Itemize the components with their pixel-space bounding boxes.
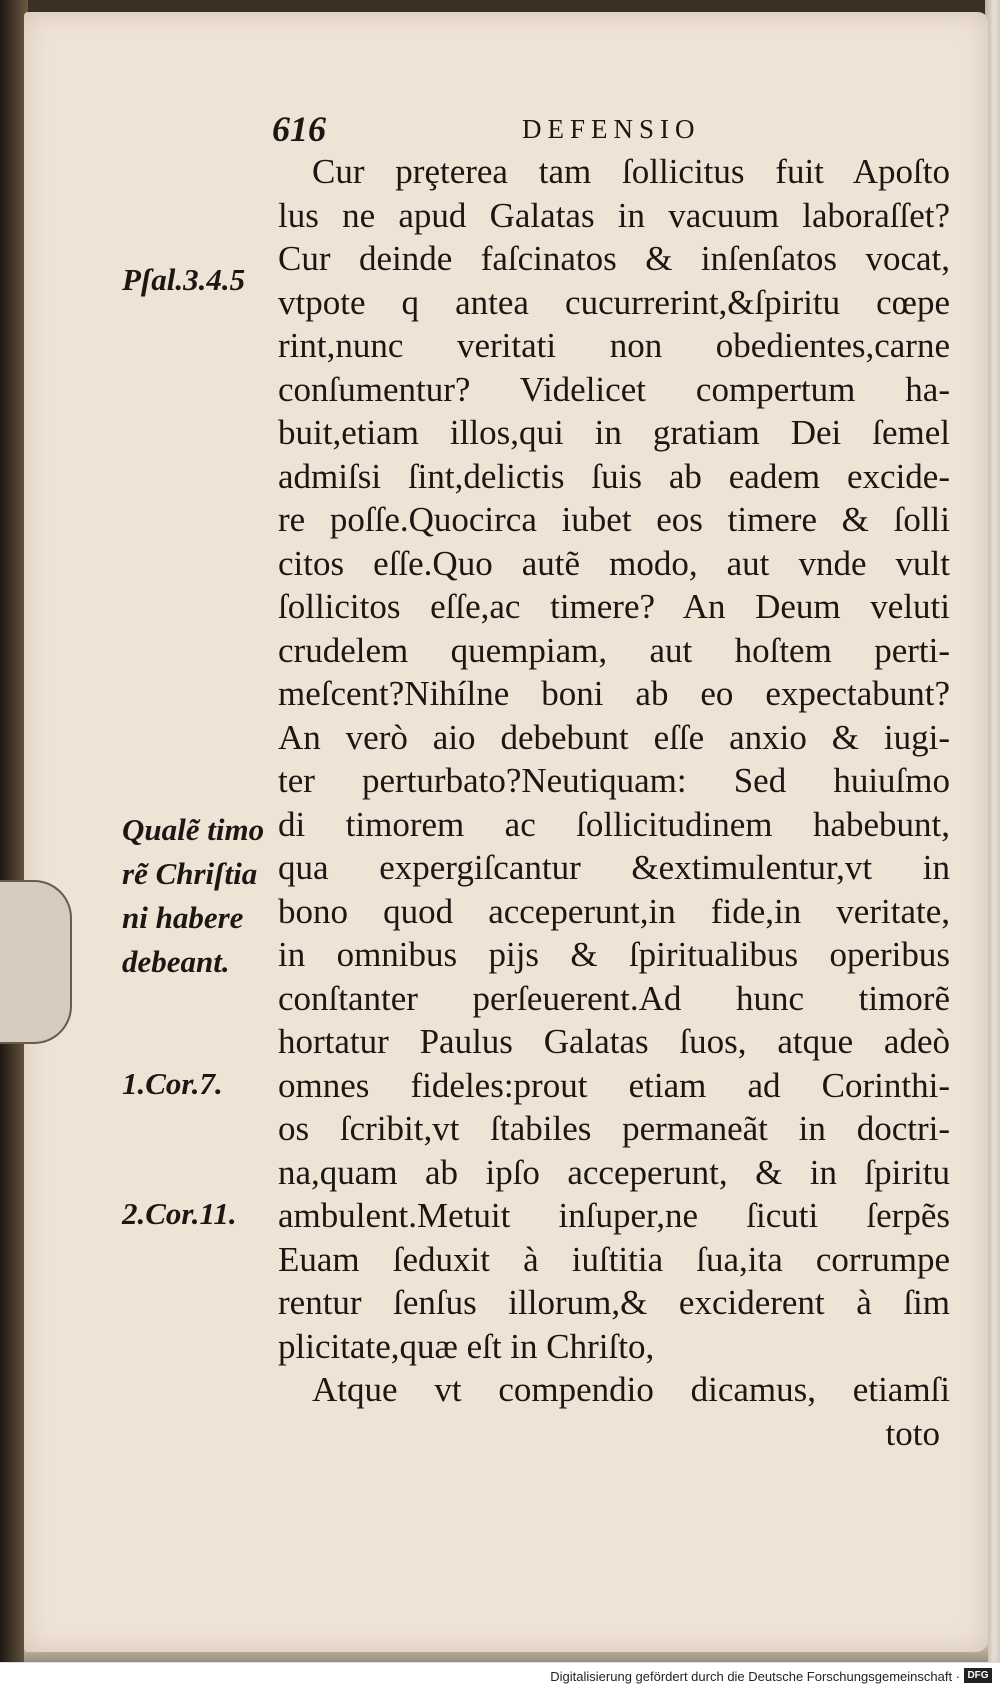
text-line: lus ne apud Galatas in vacuum laboraſſet? <box>278 195 950 235</box>
text-line: ter perturbato?Neutiquam: Sed huiuſmo <box>278 761 950 800</box>
text-line: hortatur Paulus Galatas ſuos, atque adeò <box>278 1022 950 1061</box>
text-line: crudelem quempiam, aut hoſtem perti- <box>278 630 950 670</box>
margin-note-quale-2: rẽ Chriſtia <box>122 856 258 891</box>
text-line: Euam ſeduxit à iuſtitia ſua,ita corrumpe <box>278 1239 950 1279</box>
text-line: conſtanter perſeuerent.Ad hunc timorẽ <box>278 978 950 1018</box>
text-line: ambulent.Metuit inſuper,ne ſicuti ſerpẽs <box>278 1196 950 1235</box>
page-clip-tab <box>0 880 72 1044</box>
footer-bar <box>0 1662 1000 1689</box>
text-line: rentur ſenſus illorum,& exciderent à ſim <box>278 1283 950 1322</box>
dfg-credit: Digitalisierung gefördert durch die Deutsche Forschungsgemeinschaft · <box>550 1669 960 1684</box>
text-line: An verò aio debebunt eſſe anxio & iugi- <box>278 717 950 757</box>
page-number: 616 <box>272 109 326 149</box>
text-line: Atque vt compendio dicamus, etiamſi <box>312 1370 950 1409</box>
text-line: Cur prȩterea tam ſollicitus fuit Apoſto <box>312 152 950 191</box>
text-line: os ſcribit,vt ſtabiles permaneãt in doctri- <box>278 1109 950 1148</box>
margin-note-1-cor: 1.Cor.7. <box>122 1066 223 1101</box>
text-line: conſumentur? Videlicet compertum ha- <box>278 369 950 409</box>
text-line: omnes fideles:prout etiam ad Corinthi- <box>278 1065 950 1105</box>
margin-note-quale-1: Qualẽ timo <box>122 812 265 847</box>
text-line: Cur deinde faſcinatos & inſenſatos vocat, <box>278 239 950 278</box>
text-line: admiſsi ſint,delictis ſuis ab eadem excide- <box>278 456 950 496</box>
margin-note-quale-4: debeant. <box>122 944 230 979</box>
text-line: citos eſſe.Quo autẽ modo, aut vnde vult <box>278 543 950 583</box>
running-head: DEFENSIO <box>522 114 701 144</box>
margin-note-psalm: Pſal.3.4.5 <box>122 262 246 297</box>
text-line: meſcent?Nihílne boni ab eo expectabunt? <box>278 674 950 713</box>
text-line: vtpote q antea cucurrerint,&ſpiritu cœpe <box>278 282 950 322</box>
text-line: rint,nunc veritati non obedientes,carne <box>278 326 950 365</box>
text-line: buit,etiam illos,qui in gratiam Dei ſemel <box>278 413 950 452</box>
text-line: di timorem ac ſollicitudinem habebunt, <box>278 804 950 844</box>
text-line: in omnibus pijs & ſpiritualibus operibus <box>278 935 950 974</box>
dfg-logo: DFG <box>964 1668 992 1683</box>
margin-note-quale-3: ni habere <box>122 900 244 935</box>
text-line: plicitate,quæ eſt in Chriſto, <box>278 1326 655 1366</box>
text-line: qua expergiſcantur &extimulentur,vt in <box>278 848 950 887</box>
text-line: na,quam ab ipſo acceperunt, & in ſpiritu <box>278 1152 950 1192</box>
text-line: re poſſe.Quocirca iubet eos timere & ſolli <box>278 500 950 539</box>
text-line: ſollicitos eſſe,ac timere? An Deum veluti <box>278 587 950 626</box>
body-text <box>278 150 950 1455</box>
text-line: bono quod acceperunt,in fide,in veritate, <box>278 891 950 931</box>
catchword: toto <box>885 1413 940 1453</box>
margin-note-2-cor: 2.Cor.11. <box>122 1196 237 1231</box>
